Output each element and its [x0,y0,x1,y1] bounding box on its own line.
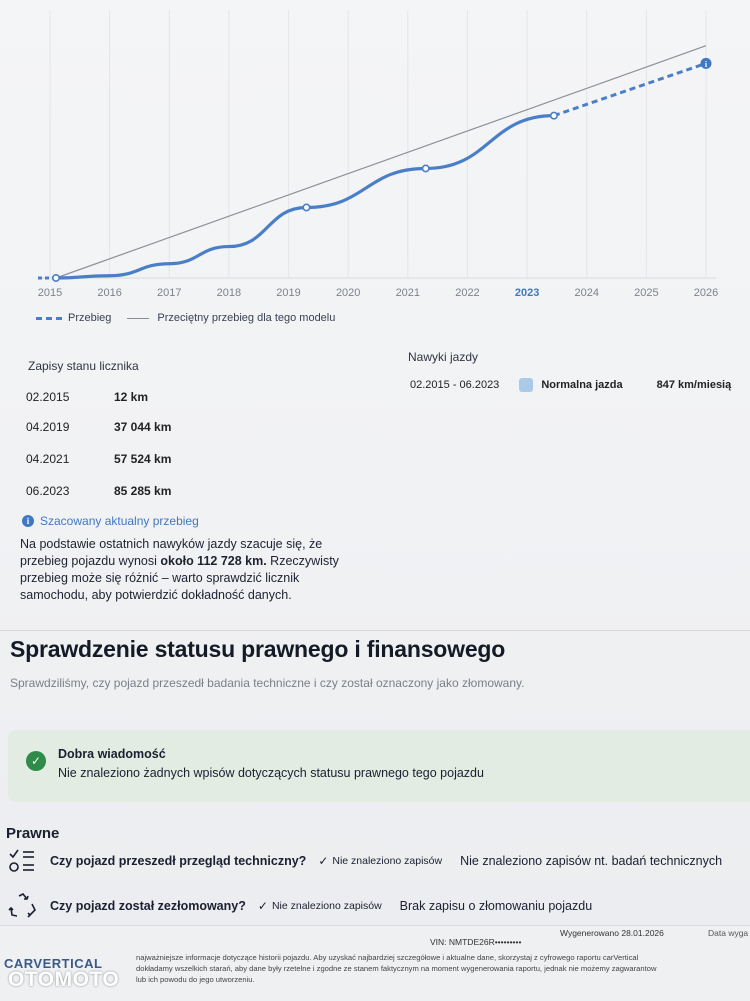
disclaimer-line: najważniejsze informacje dotyczące historii pojazdu. Aby uzyskać najbardziej szczegółowe i aktualne dane, skorzystaj z cyfrowego raportu carVertical [136,953,639,962]
inspection-question: Czy pojazd przeszedł przegląd techniczny? [50,854,307,868]
legal-subsection-title: Prawne [6,825,60,842]
x-tick-label: 2024 [574,287,599,299]
estimate-title: Szacowany aktualny przebieg [40,514,199,528]
carvertical-logo: CARVERTICAL [4,956,103,971]
odometer-value: 85 285 km [114,484,172,498]
driving-habits-label: Normalna jazda [541,379,623,391]
x-tick-label: 2025 [634,287,659,299]
normal-driving-swatch [519,378,533,392]
x-tick-label: 2020 [335,287,361,299]
average-mileage-line [56,46,706,278]
odometer-title: Zapisy stanu licznika [28,359,139,373]
disclaimer-line: lub ich powodu do jego utworzeniu. [136,975,255,984]
estimate-info-icon: i [704,59,708,69]
mileage-chart [0,0,750,340]
inspection-status: Nie znaleziono zapisów [332,855,443,867]
scrapped-result: Brak zapisu o złomowaniu pojazdu [399,899,593,913]
section-divider [0,630,750,631]
odometer-date: 04.2019 [26,420,70,434]
good-news-title: Dobra wiadomość [58,747,166,761]
mileage-point [303,204,309,210]
checkmark-icon: ✓ [257,899,268,913]
generated-date: Wygenerowano 28.01.2026 [560,928,664,938]
x-tick-label: 2021 [395,287,421,299]
driving-habits-period: 02.2015 - 06.2023 [410,379,500,391]
recycle-icon [8,892,38,920]
estimated-mileage-line [554,63,706,115]
legend-average-label: Przeciętny przebieg dla tego modelu [157,312,336,324]
x-tick-label: 2018 [216,287,242,299]
scrapped-status: Nie znaleziono zapisów [271,900,382,912]
vin-number: VIN: NMTDE26R••••••••• [430,937,522,947]
date-label: Data wyga [708,928,749,938]
info-icon: i [22,515,34,527]
legend-mileage-swatch [36,317,62,320]
estimate-heading [22,514,199,528]
legal-section-subtitle: Sprawdziliśmy, czy pojazd przeszedł badania techniczne i czy został oznaczony jako złomowany. [10,676,525,690]
x-tick-label: 2026 [693,287,719,299]
x-tick-label: 2022 [455,287,480,299]
check-circle-icon: ✓ [26,751,46,771]
mileage-point [53,275,59,281]
odometer-value: 57 524 km [114,452,172,466]
odometer-date: 06.2023 [26,484,70,498]
x-tick-label: 2016 [97,287,122,299]
chart-legend [36,312,335,324]
mileage-point [551,112,557,118]
odometer-row [26,420,171,434]
footer-disclaimer [136,952,750,985]
odometer-value: 37 044 km [114,420,172,434]
disclaimer-line: dokładamy wszelkich starań, aby dane były rzetelne i zgodne ze stanem faktycznym na moment wygenerowania raportu, jednak nie możemy zagwarantow [136,964,657,973]
mileage-line [56,116,554,278]
driving-habits-rate: 847 km/miesią [656,379,732,391]
odometer-row [26,452,171,466]
estimate-text-end: Rzeczywisty przebieg może się różnić – warto sprawdzić licznik samochodu, aby potwierdzić dokładność danych. [20,554,339,602]
estimate-value: około 112 728 km. [160,554,267,568]
inspection-row [8,847,722,875]
odometer-date: 04.2021 [26,452,70,466]
odometer-row [26,390,148,404]
mileage-point [423,165,429,171]
mileage-chart-svg [0,0,750,340]
odometer-row [26,484,171,498]
checkmark-icon: ✓ [318,854,329,868]
legend-mileage-label: Przebieg [68,312,112,324]
driving-habits-row [410,378,731,392]
driving-habits-title: Nawyki jazdy [408,350,479,364]
inspection-list-icon [8,847,38,875]
odometer-date: 02.2015 [26,390,70,404]
estimate-text-start: Na podstawie ostatnich nawyków jazdy szacuje się, że przebieg pojazdu wynosi [20,537,323,568]
otomoto-watermark: OTOMOTO [8,968,120,991]
estimate-text [20,536,360,604]
x-tick-label: 2019 [276,287,301,299]
good-news-text: Nie znaleziono żadnych wpisów dotyczących statusu prawnego tego pojazdu [58,766,484,780]
odometer-value: 12 km [114,390,149,404]
legend-average-swatch [127,318,149,319]
x-tick-label: 2023 [514,287,540,299]
inspection-result: Nie znaleziono zapisów nt. badań technicznych [460,854,723,868]
scrapped-question: Czy pojazd został zezłomowany? [50,899,246,913]
x-tick-label: 2017 [157,287,182,299]
x-tick-label: 2015 [37,287,63,299]
legal-section-title: Sprawdzenie statusu prawnego i finansowego [10,636,506,662]
scrapped-row [8,892,592,920]
